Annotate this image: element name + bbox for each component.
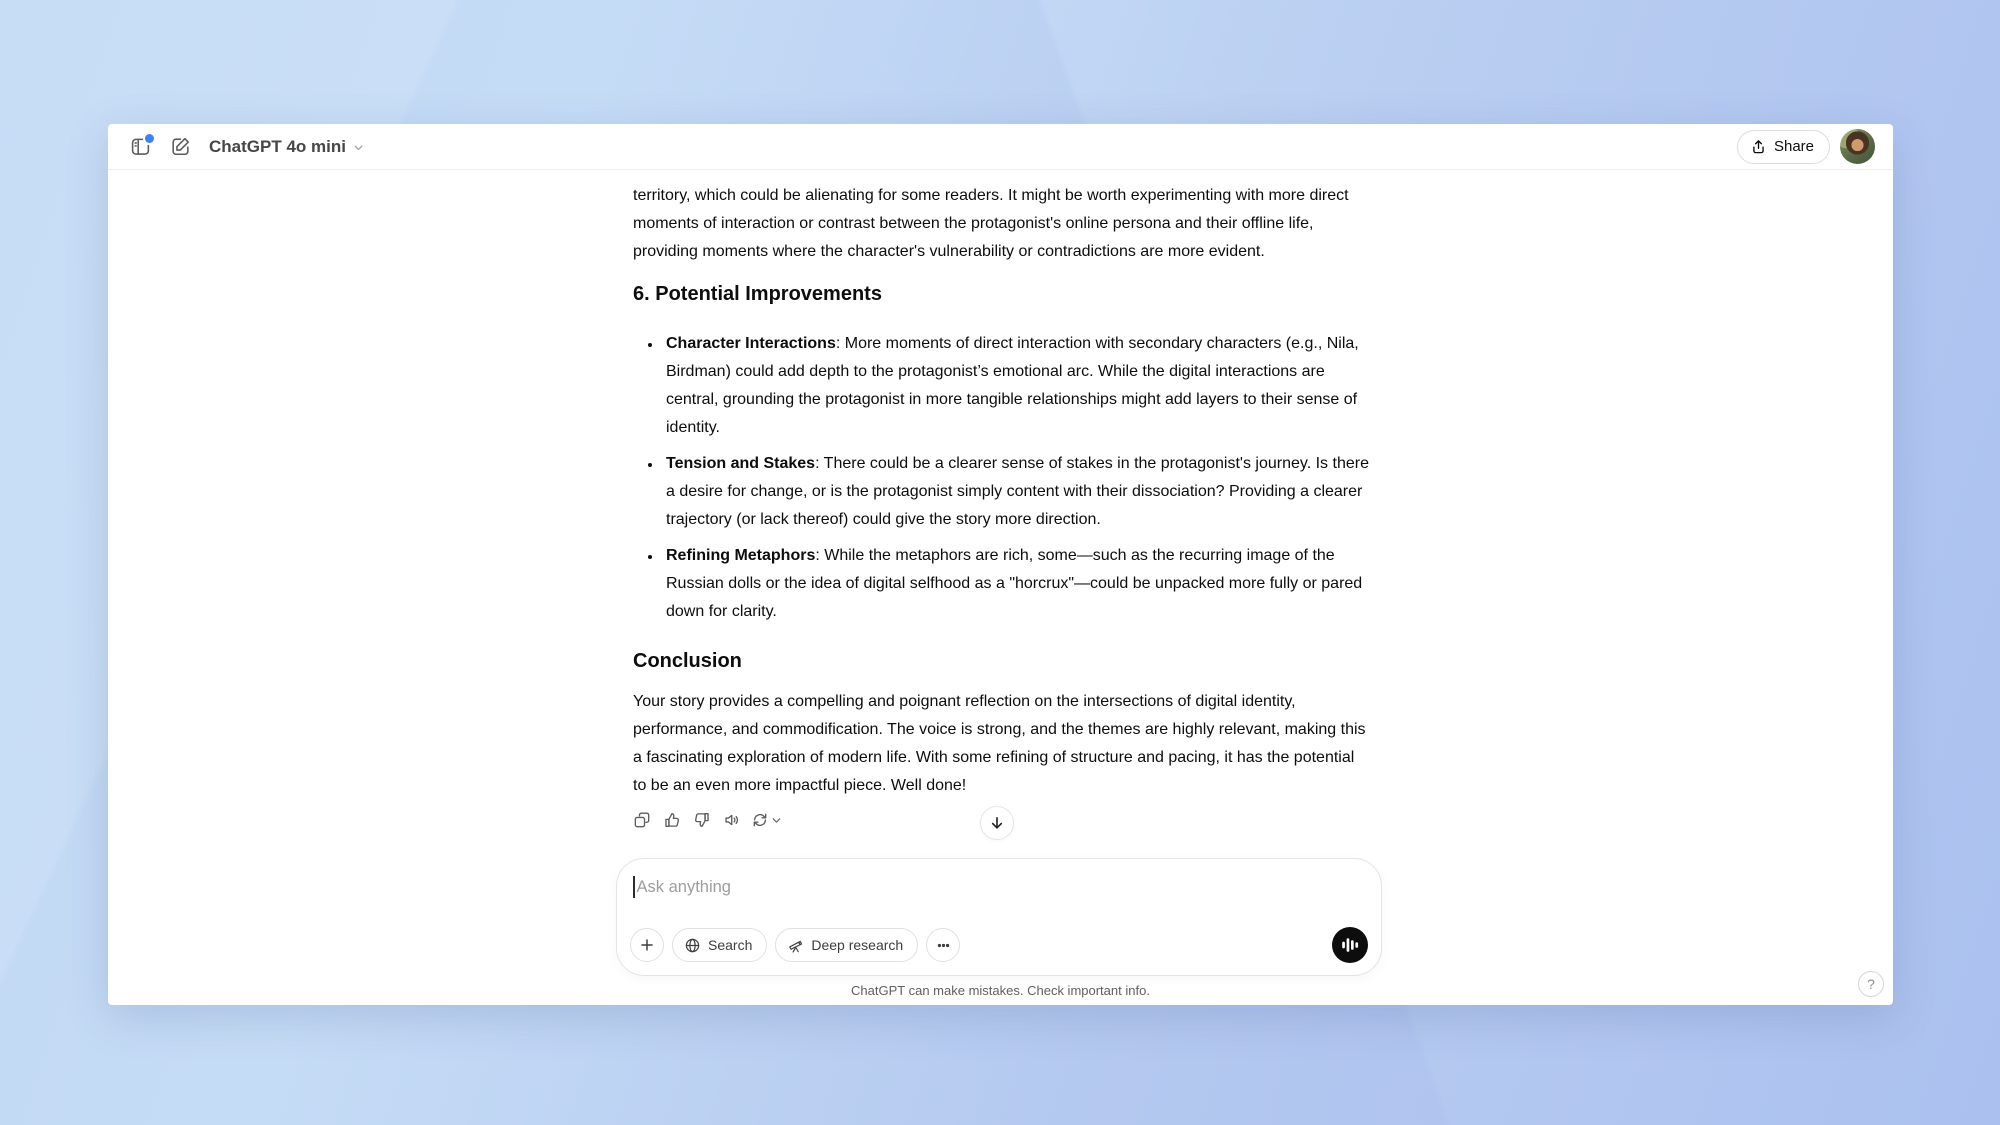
prompt-input[interactable] — [617, 859, 1381, 898]
scroll-to-bottom-button[interactable] — [980, 806, 1014, 840]
deep-research-button[interactable] — [775, 928, 918, 962]
thumbs-up-icon — [663, 811, 681, 829]
conclusion-paragraph: Your story provides a compelling and poignant reflection on the intersections of digital identity, performance, and commodification. The voice is strong, and the themes are highly relevant, making this a fascinating exploration of modern life. With some refining of structure and pacing, it has the potential to be an even more impactful piece. Well done! — [633, 693, 1366, 794]
thumbs-down-button[interactable] — [688, 806, 716, 834]
voice-mode-button[interactable] — [1332, 927, 1368, 963]
read-aloud-icon — [723, 811, 741, 829]
chevron-down-icon — [770, 814, 783, 827]
regenerate-button[interactable] — [748, 806, 786, 834]
scroll-down-icon — [988, 814, 1006, 832]
search-button[interactable] — [672, 928, 767, 962]
share-icon — [1750, 138, 1767, 155]
telescope-icon — [787, 937, 804, 954]
user-avatar[interactable] — [1840, 129, 1875, 164]
help-label: ? — [1867, 976, 1875, 992]
compose-icon — [170, 136, 191, 157]
list-item — [662, 330, 1370, 442]
list-item-title: Tension and Stakes — [666, 455, 816, 472]
voice-mode-icon — [1332, 927, 1368, 963]
notification-dot — [145, 134, 154, 143]
header — [108, 124, 1893, 170]
composer — [616, 858, 1382, 976]
share-button[interactable] — [1737, 130, 1830, 164]
text-cursor — [633, 876, 635, 898]
model-label: ChatGPT 4o mini — [209, 136, 346, 156]
list-item — [662, 450, 1370, 534]
list-item-title: Character Interactions — [666, 335, 836, 352]
section-heading: 6. Potential Improvements — [633, 283, 882, 305]
attach-button[interactable] — [630, 928, 664, 962]
thumbs-up-button[interactable] — [658, 806, 686, 834]
composer-toolbar — [630, 927, 1368, 963]
sidebar-toggle-button[interactable] — [125, 132, 155, 162]
list-item-title: Refining Metaphors — [666, 547, 816, 564]
list-item-text: : There could be a clearer sense of stakes in the protagonist's journey. Is there a desire for change, or is the protagonist simply content with their dissociation? Providing a clearer trajectory (or lack thereof) could give the story more direction. — [666, 455, 1369, 528]
deep-research-label: Deep research — [811, 937, 904, 953]
copy-icon — [633, 811, 651, 829]
share-label: Share — [1773, 138, 1814, 155]
help-button[interactable] — [1858, 971, 1884, 997]
plus-icon — [638, 936, 656, 954]
read-aloud-button[interactable] — [718, 806, 746, 834]
chatgpt-window — [108, 124, 1893, 1005]
more-options-icon — [935, 937, 952, 954]
list-item-text: : More moments of direct interaction with secondary characters (e.g., Nila, Birdman) could add depth to the protagonist’s emotional arc. While the digital interactions are central, grounding the protagonist in more tangible relationships might add layers to their sense of identity. — [666, 335, 1359, 436]
list-item-text: : While the metaphors are rich, some—such as the recurring image of the Russian dolls or the idea of digital selfhood as a "horcrux"—could be unpacked more fully or pared down for clarity. — [666, 547, 1363, 620]
disclaimer-text: ChatGPT can make mistakes. Check important info. — [851, 983, 1150, 998]
copy-button[interactable] — [628, 806, 656, 834]
thumbs-down-icon — [693, 811, 711, 829]
list-item — [662, 542, 1370, 626]
model-selector[interactable] — [209, 137, 365, 157]
improvements-list — [633, 330, 1370, 626]
new-chat-button[interactable] — [165, 132, 195, 162]
message-paragraph: territory, which could be alienating for some readers. It might be worth experimenting with more direct moments of interaction or contrast between the protagonist's online persona and their offline life, providing moments where the character's vulnerability or contradictions are more evident. — [633, 187, 1349, 260]
more-options-button[interactable] — [926, 928, 960, 962]
assistant-message — [633, 170, 1370, 834]
input-placeholder: Ask anything — [636, 877, 731, 896]
chevron-down-icon — [352, 141, 365, 154]
globe-icon — [684, 937, 701, 954]
conclusion-heading: Conclusion — [633, 650, 742, 672]
regenerate-icon — [751, 811, 769, 829]
search-label: Search — [708, 937, 753, 953]
